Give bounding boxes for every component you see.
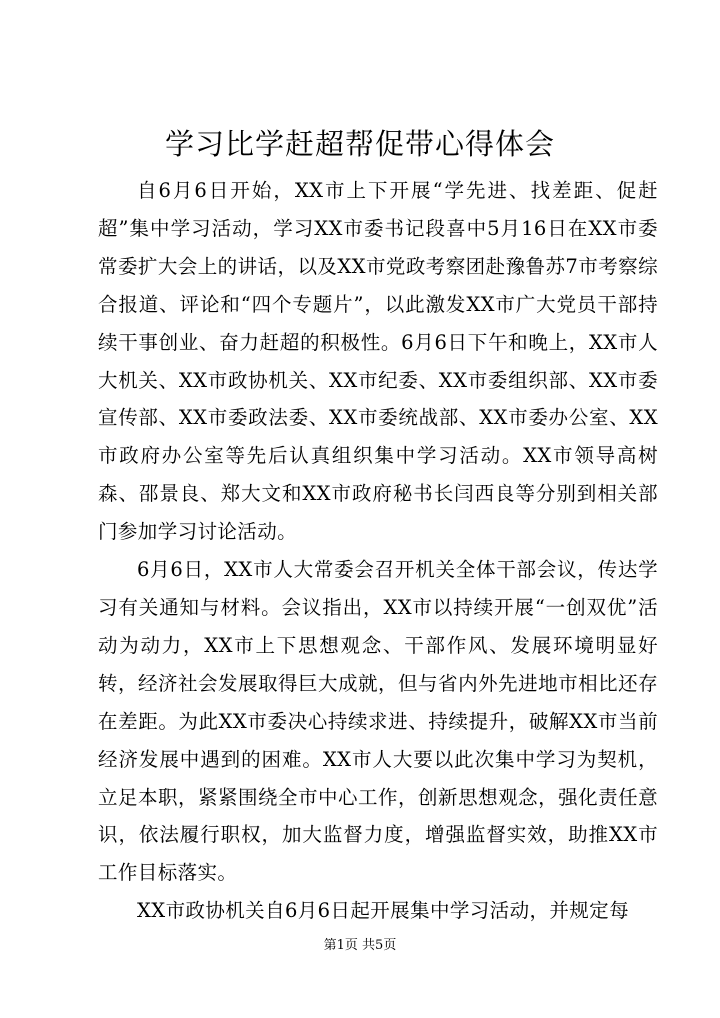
- page-footer: 第1页 共5页: [323, 938, 397, 953]
- document-title: 学习比学赶超帮促带心得体会: [164, 127, 555, 161]
- paragraph-1: 自6月6日开始，XX市上下开展“学先进、找差距、促赶超”集中学习活动，学习XX市委书记段喜中5月16日在XX市委常委扩大会上的讲话，以及XX市党政考察团赴豫鲁苏7市考察综合报道、评论和“四个专题片”，以此激发XX市广大党员干部持续干事创业、奋力赶超的积极性。6月6日下午和晚上，XX市人大机关、XX市政协机关、XX市纪委、XX市委组织部、XX市委宣传部、XX市委政法委、XX市委统战部、XX市委办公室、XX市政府办公室等先后认真组织集中学习活动。XX市领导高树森、邵景良、郑大文和XX市政府秘书长闫西良等分别到相关部门参加学习讨论活动。: [98, 179, 658, 544]
- paragraph-2: 6月6日，XX市人大常委会召开机关全体干部会议，传达学习有关通知与材料。会议指出，XX市以持续开展“一创双优”活动为动力，XX市上下思想观念、干部作风、发展环境明显好转，经济社会发展取得巨大成就，但与省内外先进地市相比还存在差距。为此XX市委决心持续求进、持续提升，破解XX市当前经济发展中遇到的困难。XX市人大要以此次集中学习为契机，立足本职，紧紧围绕全市中心工作，创新思想观念，强化责任意识，依法履行职权，加大监督力度，增强监督实效，助推XX市工作目标落实。: [98, 558, 658, 885]
- document-body: [98, 172, 658, 930]
- paragraph-3: XX市政协机关自6月6日起开展集中学习活动，并规定每: [137, 899, 629, 923]
